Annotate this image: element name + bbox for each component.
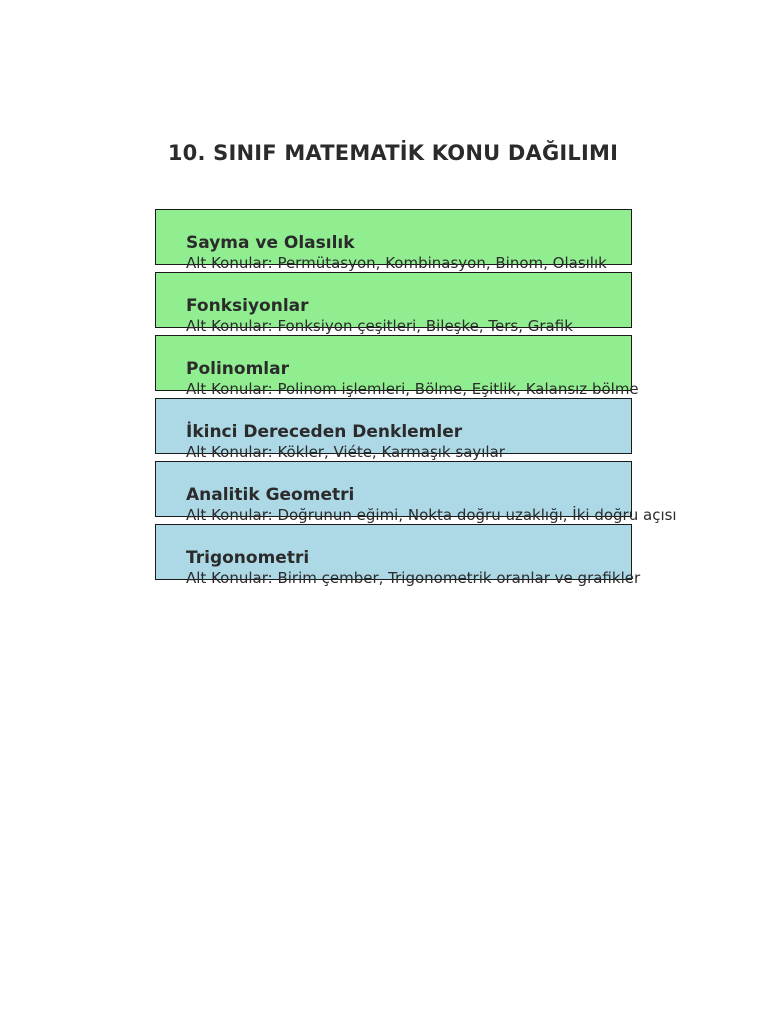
topic-subtopics: Alt Konular: Polinom işlemleri, Bölme, Eşitlik, Kalansız bölme [186,380,639,398]
topic-subtopics: Alt Konular: Kökler, Viéte, Karmaşık sayılar [186,443,505,461]
topic-title: İkinci Dereceden Denklemler [186,422,463,442]
topic-title: Sayma ve Olasılık [186,233,355,253]
topic-subtopics: Alt Konular: Fonksiyon çeşitleri, Bileşke, Ters, Grafik [186,317,573,335]
topic-list [155,209,677,587]
topic-subtopics: Alt Konular: Birim çember, Trigonometrik oranlar ve grafikler [186,569,641,587]
page-title: 10. SINIF MATEMATİK KONU DAĞILIMI [167,141,619,165]
topic-title: Fonksiyonlar [186,296,309,316]
topic-box-polinomlar [155,335,639,398]
topic-box-ikinci-derece [155,398,632,461]
topic-box-analitik-geometri [155,461,677,524]
topic-title: Polinomlar [186,359,289,379]
topic-subtopics: Alt Konular: Doğrunun eğimi, Nokta doğru uzaklığı, İki doğru açısı [186,506,677,524]
topic-box-trigonometri [155,524,641,587]
topic-box-fonksiyonlar [155,272,632,335]
topic-title: Analitik Geometri [186,485,355,505]
topic-box-sayma-olasilik [155,209,632,272]
topic-subtopics: Alt Konular: Permütasyon, Kombinasyon, Binom, Olasılık [186,254,607,272]
topic-title: Trigonometri [186,548,310,568]
